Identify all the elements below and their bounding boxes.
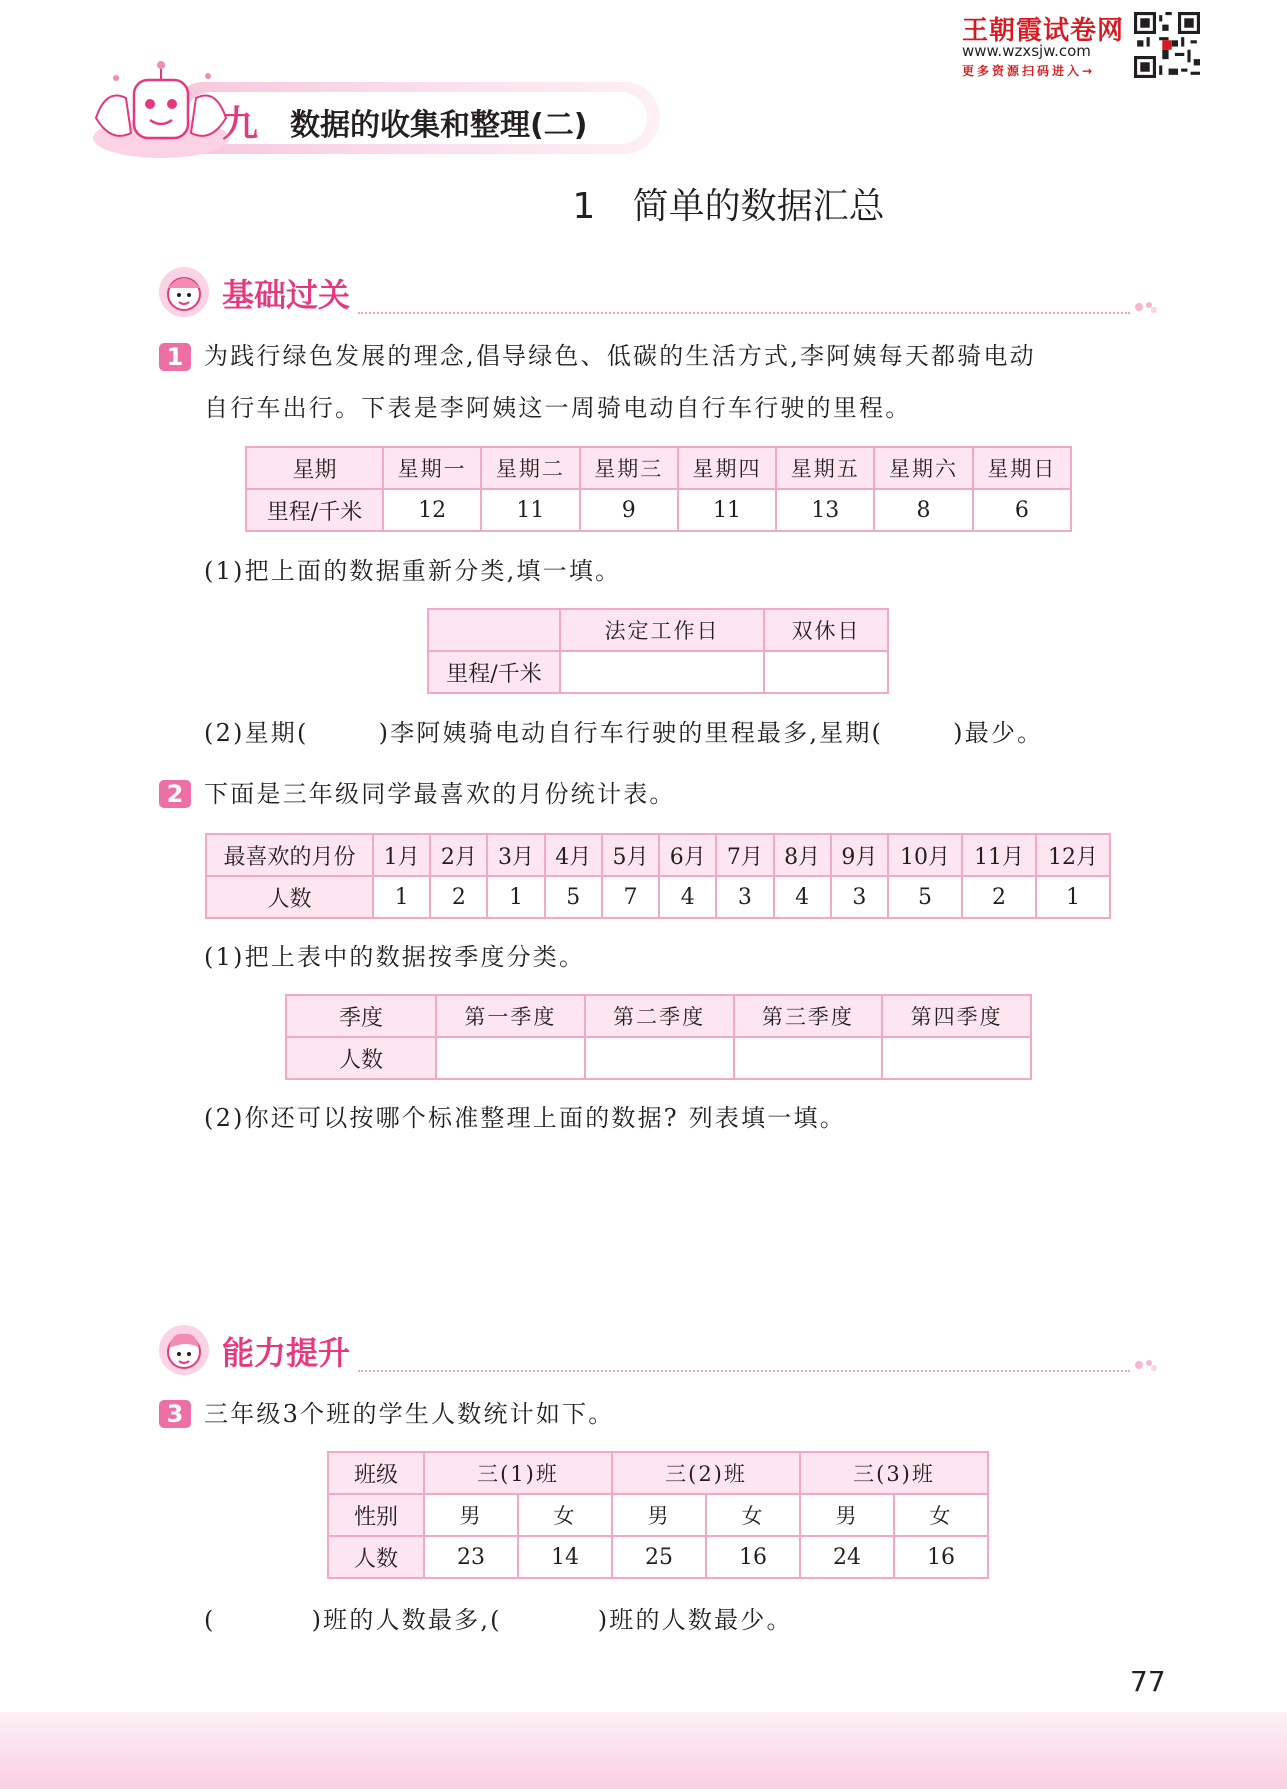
table-header-label: 最喜欢的月份 — [206, 834, 373, 876]
answer-blank-cell[interactable] — [882, 1037, 1031, 1079]
table-header-cell: 11月 — [962, 834, 1036, 876]
table-row-label: 里程/千米 — [246, 489, 383, 531]
footer-band — [0, 1712, 1287, 1789]
table-header-label: 星期 — [246, 447, 383, 489]
q3-answer-part: ( — [204, 1606, 216, 1634]
table-header-cell: 星期五 — [776, 447, 874, 489]
q2-text: 下面是三年级同学最喜欢的月份统计表。 — [204, 780, 676, 808]
chapter-title: 数据的收集和整理(二) — [290, 108, 588, 143]
table-cell: 4 — [659, 876, 716, 918]
q1-sub2 — [204, 707, 1043, 759]
table-header-cell: 第三季度 — [734, 995, 883, 1037]
table-cell: 女 — [518, 1494, 612, 1536]
dots-decoration-icon — [1134, 300, 1158, 314]
table-cell: 3 — [716, 876, 773, 918]
section-advanced-title: 能力提升 — [222, 1334, 351, 1372]
table-header-cell: 双休日 — [764, 609, 888, 651]
table-header-cell: 星期四 — [678, 447, 776, 489]
season-fill-table — [285, 994, 1032, 1080]
boy-avatar-icon — [158, 1324, 210, 1376]
table-header-label: 班级 — [328, 1452, 424, 1494]
table-header-cell: 5月 — [602, 834, 659, 876]
table-cell: 13 — [776, 489, 874, 531]
qr-code-icon[interactable] — [1134, 12, 1200, 78]
table-header-cell: 第二季度 — [585, 995, 734, 1037]
table-cell: 1 — [1036, 876, 1110, 918]
girl-avatar-icon — [158, 266, 210, 318]
lesson-title — [0, 178, 1287, 229]
table-cell: 5 — [545, 876, 602, 918]
q3-answer — [204, 1594, 793, 1646]
chapter-number: 九 — [222, 104, 259, 145]
table-cell: 男 — [800, 1494, 894, 1536]
section-divider — [358, 1370, 1130, 1372]
q1-sub2-part: )李阿姨骑电动自行车行驶的里程最多,星期( — [378, 719, 884, 747]
weekday-fill-table — [427, 608, 889, 694]
table-header-cell: 1月 — [373, 834, 430, 876]
q2-sub2: (2)你还可以按哪个标准整理上面的数据? 列表填一填。 — [204, 1104, 846, 1132]
table-row-label: 人数 — [286, 1037, 436, 1079]
table-header-cell: 星期六 — [874, 447, 972, 489]
table-header-label: 季度 — [286, 995, 436, 1037]
q3-answer-part: )班的人数最少。 — [597, 1606, 793, 1634]
table-cell: 9 — [580, 489, 678, 531]
answer-blank-cell[interactable] — [436, 1037, 585, 1079]
table-cell: 7 — [602, 876, 659, 918]
q1-sub1: (1)把上面的数据重新分类,填一填。 — [204, 557, 622, 585]
table-cell: 25 — [612, 1536, 706, 1578]
answer-blank-cell[interactable] — [734, 1037, 883, 1079]
table-cell: 男 — [612, 1494, 706, 1536]
dots-decoration-icon — [1134, 1358, 1158, 1372]
answer-blank-cell[interactable] — [585, 1037, 734, 1079]
question-badge: 2 — [159, 780, 191, 808]
table-header-cell: 9月 — [831, 834, 888, 876]
table-cell: 2 — [962, 876, 1036, 918]
answer-area[interactable] — [204, 1150, 1124, 1300]
table-header-cell: 三(1)班 — [424, 1452, 612, 1494]
question-badge: 1 — [159, 343, 191, 371]
table-row-label: 人数 — [206, 876, 373, 918]
q3-answer-part: )班的人数最多,( — [311, 1606, 502, 1634]
table-header-cell: 第一季度 — [436, 995, 585, 1037]
table-cell: 8 — [874, 489, 972, 531]
answer-blank-cell[interactable] — [764, 651, 888, 693]
table-header-cell: 第四季度 — [882, 995, 1031, 1037]
table-header-cell: 2月 — [430, 834, 487, 876]
table-header-cell: 7月 — [716, 834, 773, 876]
q2-sub1: (1)把上表中的数据按季度分类。 — [204, 943, 586, 971]
table-header-cell: 三(3)班 — [800, 1452, 988, 1494]
table-cell: 5 — [888, 876, 962, 918]
table-cell: 11 — [678, 489, 776, 531]
table-cell: 23 — [424, 1536, 518, 1578]
table-header-cell: 星期日 — [973, 447, 1071, 489]
table-cell: 12 — [383, 489, 481, 531]
table-header-cell: 3月 — [487, 834, 544, 876]
table-cell: 2 — [430, 876, 487, 918]
table-header-cell: 星期一 — [383, 447, 481, 489]
table-cell: 11 — [481, 489, 579, 531]
table-cell: 1 — [487, 876, 544, 918]
table-header-cell: 三(2)班 — [612, 1452, 800, 1494]
table-row-label: 性别 — [328, 1494, 424, 1536]
lesson-number: 1 — [572, 186, 596, 227]
table-header-cell: 12月 — [1036, 834, 1110, 876]
page-number: 77 — [1130, 1665, 1166, 1698]
table-cell: 4 — [774, 876, 831, 918]
table-header-cell: 星期二 — [481, 447, 579, 489]
section-basic-title: 基础过关 — [222, 276, 351, 314]
table-row-label: 人数 — [328, 1536, 424, 1578]
table-header-cell: 10月 — [888, 834, 962, 876]
q1-line1: 为践行绿色发展的理念,倡导绿色、低碳的生活方式,李阿姨每天都骑电动 — [204, 342, 1036, 370]
answer-blank-cell[interactable] — [560, 651, 764, 693]
brand-tip: 更多资源扫码进入→ — [962, 64, 1096, 78]
question-badge: 3 — [159, 1400, 191, 1428]
q1-line2: 自行车出行。下表是李阿姨这一周骑电动自行车行驶的里程。 — [204, 394, 912, 422]
table-corner-cell — [428, 609, 560, 651]
table-cell: 1 — [373, 876, 430, 918]
table-header-cell: 4月 — [545, 834, 602, 876]
table-cell: 14 — [518, 1536, 612, 1578]
q1-sub2-part: )最少。 — [953, 719, 1044, 747]
lesson-name: 简单的数据汇总 — [632, 186, 885, 227]
class-count-table — [327, 1451, 989, 1579]
table-cell: 16 — [706, 1536, 800, 1578]
table-cell: 6 — [973, 489, 1071, 531]
q3-text: 三年级3个班的学生人数统计如下。 — [204, 1400, 615, 1428]
table-cell: 女 — [894, 1494, 988, 1536]
q1-text — [204, 330, 1164, 434]
table-header-cell: 星期三 — [580, 447, 678, 489]
table-cell: 16 — [894, 1536, 988, 1578]
table-cell: 女 — [706, 1494, 800, 1536]
q1-sub2-part: (2)星期( — [204, 719, 309, 747]
brand-name: 王朝霞试卷网 — [962, 16, 1125, 46]
mascot-icon — [86, 58, 236, 162]
section-divider — [358, 312, 1130, 314]
table-cell: 男 — [424, 1494, 518, 1536]
table-header-cell: 8月 — [774, 834, 831, 876]
table-cell: 3 — [831, 876, 888, 918]
table-cell: 24 — [800, 1536, 894, 1578]
table-row-label: 里程/千米 — [428, 651, 560, 693]
favorite-month-table — [205, 833, 1111, 919]
mileage-table — [245, 446, 1072, 532]
table-header-cell: 6月 — [659, 834, 716, 876]
brand-url: www.wzxsjw.com — [962, 42, 1091, 60]
table-header-cell: 法定工作日 — [560, 609, 764, 651]
